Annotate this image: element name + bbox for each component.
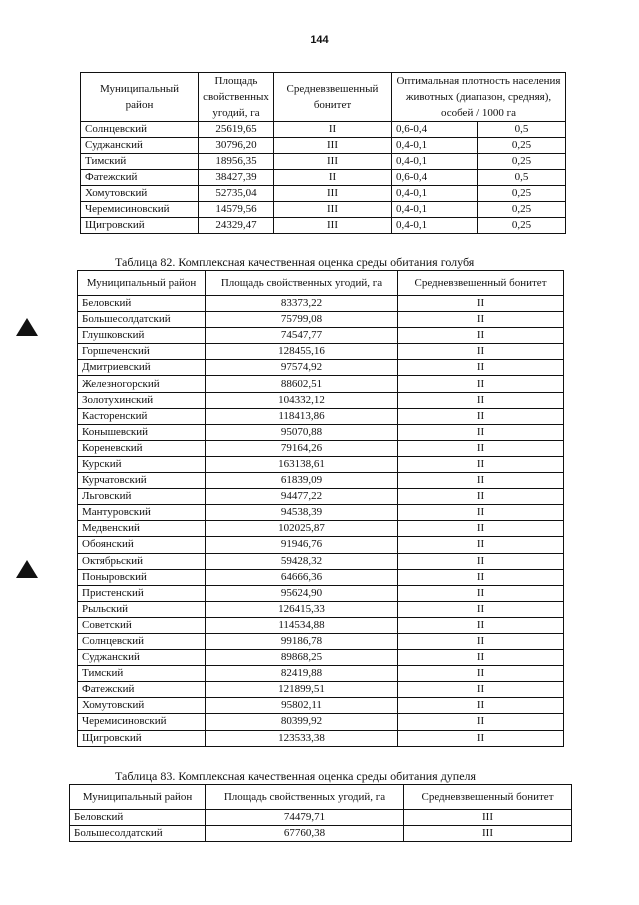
table-cell: Тимский [81,154,199,170]
table-cell: 80399,92 [206,714,398,730]
table-cell: II [274,122,392,138]
table-cell: III [404,810,572,826]
table-cell: 91946,76 [206,537,398,553]
table-cell: II [398,585,564,601]
table-cell: 83373,22 [206,296,398,312]
table-cell: Рыльский [78,601,206,617]
table-cell: Октябрьский [78,553,206,569]
table-cell: 0,25 [478,186,566,202]
table-row [78,650,564,666]
table-cell: II [398,601,564,617]
table-cell: II [398,408,564,424]
table-cell: 0,6-0,4 [392,122,478,138]
table-cell: 18956,35 [199,154,274,170]
header-bonitet: Средневзвешенный бонитет [404,785,572,810]
table-cell: Медвенский [78,521,206,537]
table-82 [77,270,564,747]
table-cell: III [274,202,392,218]
table-cell: Фатежский [78,682,206,698]
table-row [78,633,564,649]
table-cell: 0,5 [478,122,566,138]
table-cell: Большесолдатский [78,312,206,328]
header-bonitet: Средневзвешенный бонитет [274,73,392,122]
table-cell: 95070,88 [206,424,398,440]
table-cell: Суджанский [81,138,199,154]
table-cell: 0,25 [478,154,566,170]
table-cell: II [398,296,564,312]
table-cell: 14579,56 [199,202,274,218]
table-cell: 59428,32 [206,553,398,569]
table-row [78,296,564,312]
table-cell: Хомутовский [81,186,199,202]
table-row [81,218,566,234]
table-cell: II [398,553,564,569]
table-cell: Кореневский [78,440,206,456]
table-cell: 97574,92 [206,360,398,376]
table-row [78,585,564,601]
table-row [70,826,572,842]
table-83 [69,784,572,842]
table-cell: 104332,12 [206,392,398,408]
table-continuation [80,72,566,234]
table-cell: 123533,38 [206,730,398,746]
table-cell: Фатежский [81,170,199,186]
table-cell: III [274,186,392,202]
table-cell: 95624,90 [206,585,398,601]
table-cell: Солнцевский [78,633,206,649]
table-cell: 88602,51 [206,376,398,392]
header-density: Оптимальная плотность населения животных (диапазон, средняя), особей / 1000 га [392,73,566,122]
table-row [78,360,564,376]
table-cell: Дмитриевский [78,360,206,376]
table-cell: III [404,826,572,842]
table-cell: Щигровский [78,730,206,746]
table-cell: 114534,88 [206,617,398,633]
table-cell: II [398,489,564,505]
table-cell: Беловский [70,810,206,826]
table-cell: 99186,78 [206,633,398,649]
table-cell: II [398,440,564,456]
table-cell: Конышевский [78,424,206,440]
header-district: Муниципальный район [81,73,199,122]
table-cell: 79164,26 [206,440,398,456]
table-cell: Беловский [78,296,206,312]
table-cell: II [398,312,564,328]
table-row [78,312,564,328]
table-row [78,424,564,440]
table-cell: II [398,682,564,698]
table-cell: II [398,360,564,376]
table-row [81,154,566,170]
table-cell: 94477,22 [206,489,398,505]
table-cell: II [398,666,564,682]
table-row [78,714,564,730]
table-cell: Золотухинский [78,392,206,408]
table-cell: 102025,87 [206,521,398,537]
table-cell: 24329,47 [199,218,274,234]
table-cell: II [398,505,564,521]
table-cell: 61839,09 [206,473,398,489]
table-cell: 74547,77 [206,328,398,344]
table-row [78,505,564,521]
table-cell: 74479,71 [206,810,404,826]
table-cell: Черемисиновский [78,714,206,730]
table-cell: 38427,39 [199,170,274,186]
table-row [78,376,564,392]
table-cell: Касторенский [78,408,206,424]
table-cell: Мантуровский [78,505,206,521]
table-cell: 0,25 [478,218,566,234]
table-cell: 95802,11 [206,698,398,714]
table-cell: 94538,39 [206,505,398,521]
header-district: Муниципальный район [78,271,206,296]
table-cell: II [398,424,564,440]
header-area: Площадь свойственных угодий, га [199,73,274,122]
table-cell: II [398,456,564,472]
table-cell: II [398,650,564,666]
table-row [78,440,564,456]
table-cell: Обоянский [78,537,206,553]
table-82-caption: Таблица 82. Комплексная качественная оценка среды обитания голубя [115,255,475,269]
table-cell: 75799,08 [206,312,398,328]
table-cell: 0,4-0,1 [392,186,478,202]
table-cell: 0,6-0,4 [392,170,478,186]
table-cell: II [398,328,564,344]
table-cell: Хомутовский [78,698,206,714]
table-row [78,698,564,714]
table-cell: 163138,61 [206,456,398,472]
table-cell: II [398,698,564,714]
table-cell: II [398,473,564,489]
table-row [78,666,564,682]
table-row [78,456,564,472]
table-cell: II [398,714,564,730]
table-row [78,392,564,408]
table-row [78,473,564,489]
table-cell: Пристенский [78,585,206,601]
binder-hole-mark [16,560,38,578]
table-cell: II [398,730,564,746]
table-row [78,344,564,360]
table-cell: 0,25 [478,138,566,154]
table-row [81,186,566,202]
table-cell: II [398,344,564,360]
table-cell: II [398,537,564,553]
table-cell: Тимский [78,666,206,682]
table-row [78,328,564,344]
table-row [78,521,564,537]
table-row [78,537,564,553]
table-cell: III [274,138,392,154]
table-row [78,569,564,585]
table-cell: Железногорский [78,376,206,392]
table-row [70,810,572,826]
table-cell: 0,4-0,1 [392,218,478,234]
table-cell: Горшеченский [78,344,206,360]
table-cell: II [398,392,564,408]
table-83-caption: Таблица 83. Комплексная качественная оценка среды обитания дупеля [115,769,477,783]
table-cell: II [398,376,564,392]
table-cell: II [274,170,392,186]
table-cell: 0,4-0,1 [392,154,478,170]
table-row [78,553,564,569]
table-cell: 0,25 [478,202,566,218]
table-cell: II [398,569,564,585]
table-row [78,601,564,617]
table-row [78,408,564,424]
table-cell: Щигровский [81,218,199,234]
table-cell: 128455,16 [206,344,398,360]
header-bonitet: Средневзвешенный бонитет [398,271,564,296]
table-cell: Суджанский [78,650,206,666]
table-cell: 0,4-0,1 [392,202,478,218]
table-cell: 64666,36 [206,569,398,585]
header-area: Площадь свойственных угодий, га [206,785,404,810]
table-cell: Советский [78,617,206,633]
table-cell: 25619,65 [199,122,274,138]
table-cell: Солнцевский [81,122,199,138]
table-row [81,170,566,186]
table-cell: 126415,33 [206,601,398,617]
table-row [78,682,564,698]
binder-hole-mark [16,318,38,336]
table-cell: 0,4-0,1 [392,138,478,154]
table-cell: III [274,154,392,170]
table-cell: II [398,633,564,649]
table-row [81,138,566,154]
table-cell: 67760,38 [206,826,404,842]
table-row [81,202,566,218]
table-cell: Черемисиновский [81,202,199,218]
table-cell: II [398,521,564,537]
table-cell: Курчатовский [78,473,206,489]
table-cell: 89868,25 [206,650,398,666]
table-row [78,730,564,746]
table-cell: II [398,617,564,633]
header-area: Площадь свойственных угодий, га [206,271,398,296]
header-district: Муниципальный район [70,785,206,810]
table-cell: 0,5 [478,170,566,186]
table-cell: Глушковский [78,328,206,344]
table-cell: Большесолдатский [70,826,206,842]
table-cell: III [274,218,392,234]
page-number: 144 [310,34,329,46]
table-row [81,122,566,138]
table-cell: 118413,86 [206,408,398,424]
table-row [78,489,564,505]
table-cell: 82419,88 [206,666,398,682]
table-cell: Поныровский [78,569,206,585]
table-cell: 30796,20 [199,138,274,154]
table-cell: 52735,04 [199,186,274,202]
table-cell: Льговский [78,489,206,505]
table-cell: Курский [78,456,206,472]
table-row [78,617,564,633]
table-cell: 121899,51 [206,682,398,698]
